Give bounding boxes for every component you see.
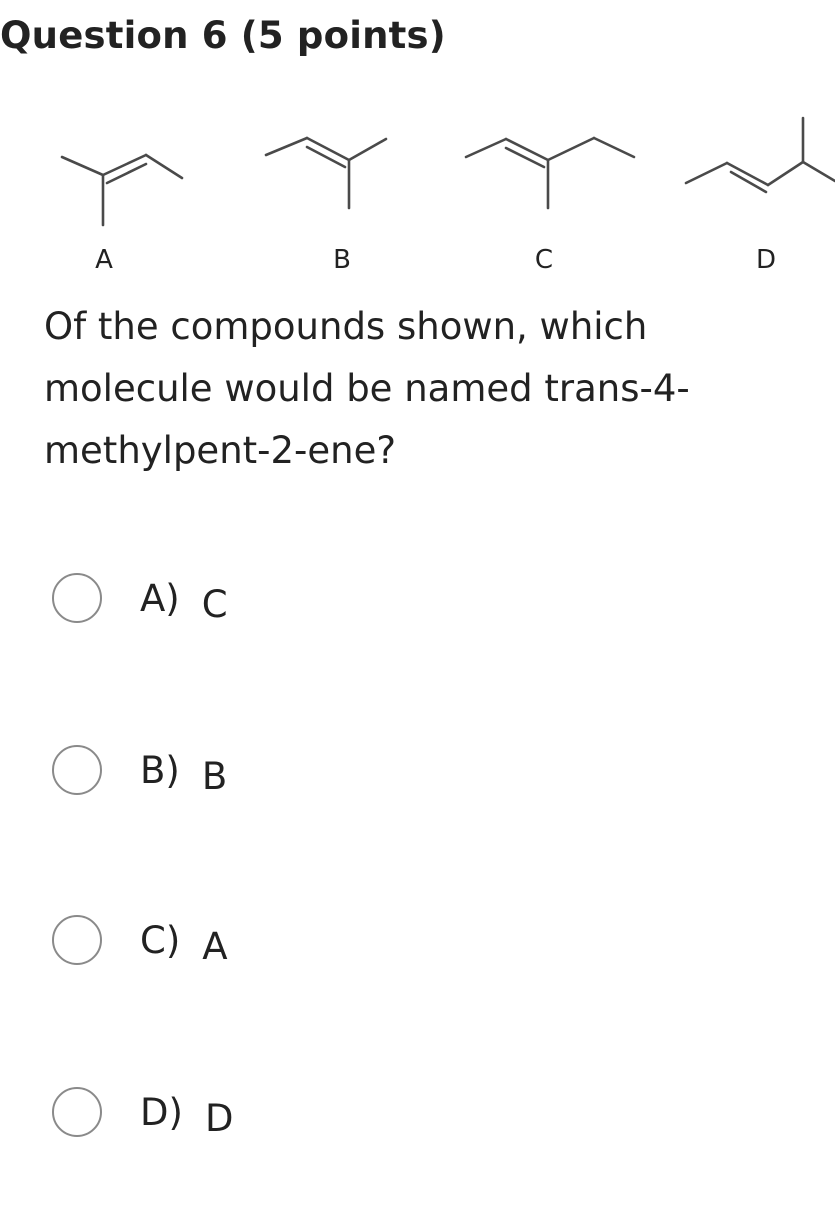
answer-option-d[interactable] <box>52 1082 233 1142</box>
structure-label-a: A <box>95 245 113 275</box>
option-value-a: C <box>201 582 228 626</box>
molecule-structures-figure <box>0 105 835 295</box>
structure-c-drawing <box>466 138 634 208</box>
structure-d-drawing <box>686 118 835 192</box>
structure-label-d: D <box>755 245 777 275</box>
structure-b-drawing <box>266 138 386 208</box>
option-value-b: B <box>201 754 228 798</box>
question-prompt: Of the compounds shown, which molecule would be named trans-4-methylpent-2-ene? <box>44 305 690 472</box>
structure-label-c: C <box>534 245 554 275</box>
answer-option-a[interactable] <box>52 568 228 628</box>
radio-button-c[interactable] <box>52 915 102 965</box>
option-letter-b: B) <box>140 748 180 792</box>
option-value-d: D <box>204 1096 234 1140</box>
answer-option-b[interactable] <box>52 740 227 800</box>
answer-option-c[interactable] <box>52 910 228 970</box>
radio-button-a[interactable] <box>52 573 102 623</box>
structure-a-drawing <box>62 155 182 225</box>
question-title: Question 6 (5 points) <box>0 14 446 57</box>
option-letter-c: C) <box>140 918 181 962</box>
option-letter-d: D) <box>140 1090 183 1134</box>
radio-button-b[interactable] <box>52 745 102 795</box>
option-letter-a: A) <box>140 576 180 620</box>
structure-label-b: B <box>333 245 351 275</box>
radio-button-d[interactable] <box>52 1087 102 1137</box>
option-value-c: A <box>202 924 228 968</box>
skeletal-structures-drawing <box>0 105 835 295</box>
